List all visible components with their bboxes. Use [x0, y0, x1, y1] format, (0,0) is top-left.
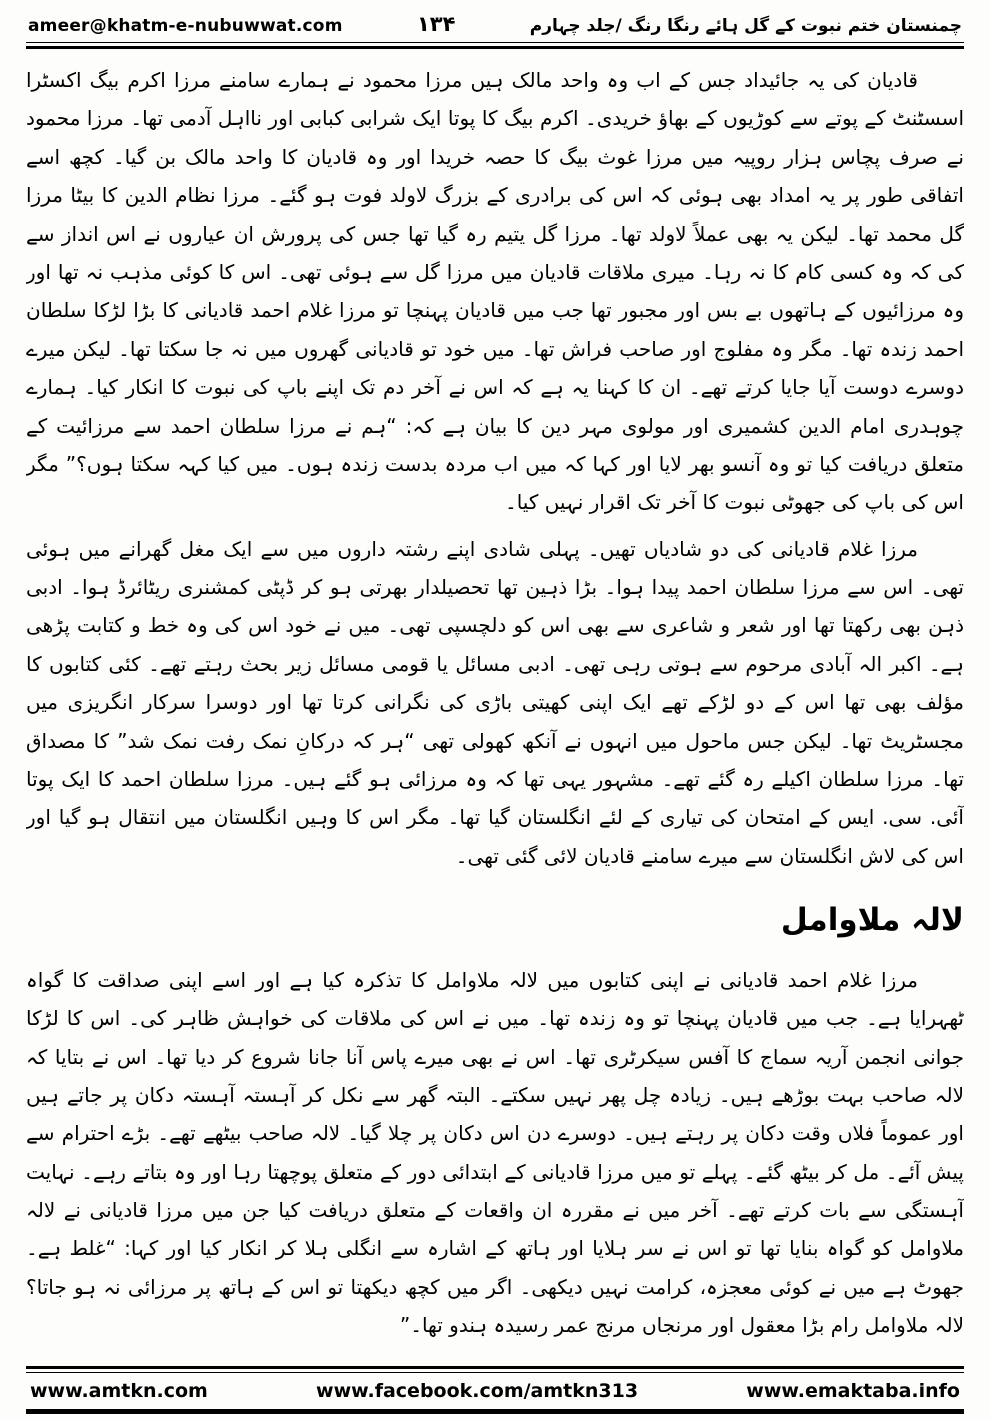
- footer-url-center: www.facebook.com/amtkn313: [316, 1380, 639, 1402]
- section-heading: لالہ ملاوامل: [780, 902, 964, 939]
- header-divider: [26, 42, 964, 49]
- footer-url-left: www.amtkn.com: [30, 1380, 208, 1402]
- page-header: [26, 8, 964, 42]
- page-number: ۱۳۴: [416, 12, 456, 36]
- paragraph: مرزا غلام قادیانی کی دو شادیاں تھیں۔ پہلی شادی اپنے رشتہ داروں میں سے ایک مغل گھرانے میں ہوئی تھی۔ اس سے مرزا سلطان احمد پیدا ہوا۔ بڑا ذہین تھا تحصیلدار بھرتی ہو کر ڈپٹی کمشنری ریٹائرڈ ہوا۔ ادبی ذہن بھی رکھتا تھا اور شعر و شاعری سے بھی اس کو دلچسپی تھی۔ میں نے خود اس کی وہ خط و کتابت پڑھی ہے۔ اکبر الہ آبادی مرحوم سے ہوتی رہی تھی۔ ادبی مسائل یا قومی مسائل زیر بحث رہتے تھے۔ کئی کتابوں کا مؤلف بھی تھا اس کے دو لڑکے تھے ایک اپنی کھیتی باڑی کی نگرانی کرتا تھا اور دوسرا سرکار انگریزی میں مجسٹریٹ تھا۔ لیکن جس ماحول میں انہوں نے آنکھ کھولی تھی “ہر کہ درکانِ نمک رفت نمک شد” کا مصداق تھا۔ مرزا سلطان اکیلے رہ گئے تھے۔ مشہور یہی تھا کہ وہ مرزائی ہو گئے ہیں۔ مرزا سلطان احمد کا ایک پوتا آئی. سی. ایس کے امتحان کی تیاری کے لئے انگلستان گیا تھا۔ مگر اس کا وہیں انگلستان میں انتقال ہو گیا اور اس کی لاش انگلستان سے میرے سامنے قادیان لائی گئی تھی۔: [26, 536, 964, 868]
- page-body: [26, 49, 964, 1366]
- footer-divider: [26, 1366, 964, 1373]
- header-email: ameer@khatm-e-nubuwwat.com: [28, 16, 343, 36]
- footer-url-right: www.emaktaba.info: [746, 1380, 960, 1402]
- page-footer: [26, 1373, 964, 1409]
- paragraph: قادیان کی یہ جائیداد جس کے اب وہ واحد مالک ہیں مرزا محمود نے ہمارے سامنے مرزا اکرم بیگ اکسٹرا اسسٹنٹ کے پوتے سے کوڑیوں کے بھاؤ خریدی۔ اکرم بیگ کا پوتا ایک شرابی کبابی اور نااہل آدمی تھا۔ مرزا محمود نے صرف پچاس ہزار روپیہ میں مرزا غوث بیگ کا حصہ خریدا اور وہ قادیان کا واحد مالک بن گیا۔ کچھ اسے اتفاقی طور پر یہ امداد بھی ہوئی کہ اس کی برادری کے بزرگ لاولد فوت ہو گئے۔ مرزا نظام الدین کا بیٹا مرزا گل محمد تھا۔ لیکن یہ بھی عملاً لاولد تھا۔ مرزا گل یتیم رہ گیا تھا جس کی پرورش ان عیاروں نے اس انداز سے کی کہ وہ کسی کام کا نہ رہا۔ میری ملاقات قادیان میں مرزا گل سے ہوئی تھی۔ اس کا کوئی مذہب نہ تھا اور وہ مرزائیوں کے ہاتھوں بے بس اور مجبور تھا جب میں قادیان پہنچا تو مرزا غلام احمد قادیانی کا بڑا لڑکا سلطان احمد زندہ تھا۔ مگر وہ مفلوج اور صاحب فراش تھا۔ میں خود تو قادیانی گھروں میں نہ جا سکتا تھا۔ لیکن میرے دوسرے دوست آیا جایا کرتے تھے۔ ان کا کہنا یہ ہے کہ اس نے آخر دم تک اپنے باپ کی نبوت کا انکار کیا۔ ہمارے چوہدری امام الدین کشمیری اور مولوی مہر دین کا بیان ہے کہ: “ہم نے مرزا سلطان احمد سے مرزائیت کے متعلق دریافت کیا تو وہ آنسو بھر لایا اور کہا کہ میں اب مردہ بدست زندہ ہوں۔ میں کیا کہہ سکتا ہوں؟” مگر اس کی باپ کی جھوٹی نبوت کا آخر تک اقرار نہیں کیا۔: [26, 68, 964, 515]
- page-bottom-edge: [26, 1409, 964, 1414]
- paragraph: مرزا غلام احمد قادیانی نے اپنی کتابوں میں لالہ ملاوامل کا تذکرہ کیا ہے اور اسے اپنی صداقت کا گواہ ٹھہرایا ہے۔ جب میں قادیان پہنچا تو وہ زندہ تھا۔ میں نے اس کی ملاقات کی خواہش ظاہر کی۔ اس کا لڑکا جوانی انجمن آریہ سماج کا آفس سیکرٹری تھا۔ اس نے بھی میرے پاس آنا جانا شروع کر دیا تھا۔ اس نے بتایا کہ لالہ صاحب بہت بوڑھے ہیں۔ زیادہ چل پھر نہیں سکتے۔ البتہ گھر سے نکل کر آہستہ آہستہ دکان پر جاتے ہیں اور عموماً فلاں وقت دکان پر رہتے ہیں۔ دوسرے دن اس دکان پر چلا گیا۔ لالہ صاحب بیٹھے تھے۔ بڑے احترام سے پیش آئے۔ مل کر بیٹھ گئے۔ پہلے تو میں مرزا قادیانی کے ابتدائی دور کے متعلق پوچھتا رہا اور وہ بتاتے رہے۔ نہایت آہستگی سے بات کرتے تھے۔ آخر میں نے مقررہ ان واقعات کے متعلق دریافت کیا جن میں مرزا قادیانی نے لالہ ملاوامل کو گواہ بنایا تھا تو اس نے سر ہلایا اور ہاتھ کے اشارہ سے انگلی ہلا کر انکار کیا اور کہا: “غلط ہے۔ جھوٹ ہے میں نے کوئی معجزہ، کرامت نہیں دیکھی۔ اگر میں کچھ دیکھتا تو اس کے ہاتھ پر مرزائی نہ ہو جاتا؟ لالہ ملاوامل رام بڑا معقول اور مرنجاں مرنج عمر رسیدہ ہندو تھا۔”: [26, 967, 964, 1338]
- book-title: چمنستان ختم نبوت کے گل ہائے رنگا رنگ /جلد چہارم: [529, 16, 962, 36]
